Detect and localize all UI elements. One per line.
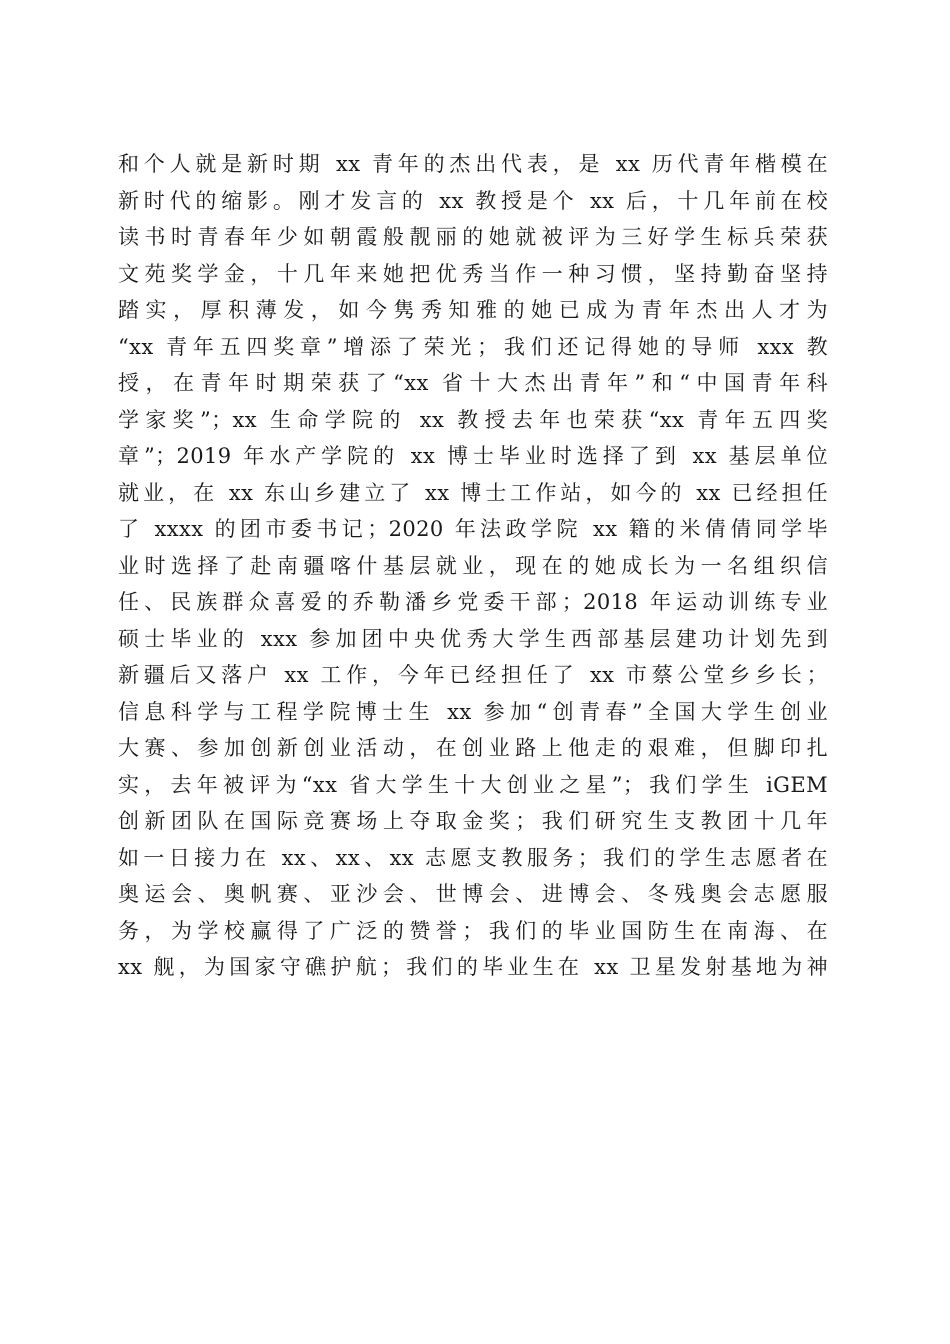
text-line: 任、民族群众喜爱的乔勒潘乡党委干部；2018 年运动训练专业 — [118, 590, 828, 614]
text-line: 文苑奖学金，十几年来她把优秀当作一种习惯，坚持勤奋坚持 — [118, 261, 828, 286]
text-line: 创新团队在国际竞赛场上夺取金奖；我们研究生支教团十几年 — [118, 809, 828, 833]
text-line: 大赛、参加创新创业活动，在创业路上他走的艰难，但脚印扎 — [118, 736, 828, 760]
text-line: 踏实，厚积薄发，如今隽秀知雅的她已成为青年杰出人才为 — [118, 298, 828, 322]
text-line: 读书时青春年少如朝霞般靓丽的她就被评为三好学生标兵荣获 — [118, 225, 828, 249]
text-line: 和个人就是新时期 xx 青年的杰出代表，是 xx 历代青年楷模在 — [118, 152, 828, 176]
text-line: 业时选择了赴南疆喀什基层就业，现在的她成长为一名组织信 — [118, 553, 828, 578]
text-line: 信息科学与工程学院博士生 xx 参加“创青春”全国大学生创业 — [118, 699, 828, 724]
text-line: 实，去年被评为“xx 省大学生十大创业之星”；我们学生 iGEM — [118, 772, 828, 797]
text-line: 如一日接力在 xx、xx、xx 志愿支教服务；我们的学生志愿者在 — [118, 845, 828, 870]
text-line: 务，为学校赢得了广泛的赞誉；我们的毕业国防生在南海、在 — [118, 918, 828, 943]
text-line: 硕士毕业的 xxx 参加团中央优秀大学生西部基层建功计划先到 — [118, 626, 828, 651]
text-line: 章”；2019 年水产学院的 xx 博士毕业时选择了到 xx 基层单位 — [118, 444, 828, 468]
text-line: 授，在青年时期荣获了“xx 省十大杰出青年”和“中国青年科 — [118, 371, 828, 395]
body-paragraph — [118, 146, 828, 986]
text-line: 奥运会、奥帆赛、亚沙会、世博会、进博会、冬残奥会志愿服 — [118, 882, 828, 906]
text-line: 就业，在 xx 东山乡建立了 xx 博士工作站，如今的 xx 已经担任 — [118, 480, 828, 505]
text-line: 了 xxxx 的团市委书记；2020 年法政学院 xx 籍的米倩倩同学毕 — [118, 517, 828, 541]
text-line: 新时代的缩影。刚才发言的 xx 教授是个 xx 后，十几年前在校 — [118, 188, 828, 213]
text-line: 学家奖”；xx 生命学院的 xx 教授去年也荣获“xx 青年五四奖 — [118, 407, 828, 432]
text-line: 新疆后又落户 xx 工作，今年已经担任了 xx 市蔡公堂乡乡长； — [118, 663, 828, 687]
text-line: “xx 青年五四奖章”增添了荣光；我们还记得她的导师 xxx 教 — [118, 334, 828, 359]
text-line: xx 舰，为国家守礁护航；我们的毕业生在 xx 卫星发射基地为神 — [118, 955, 828, 979]
